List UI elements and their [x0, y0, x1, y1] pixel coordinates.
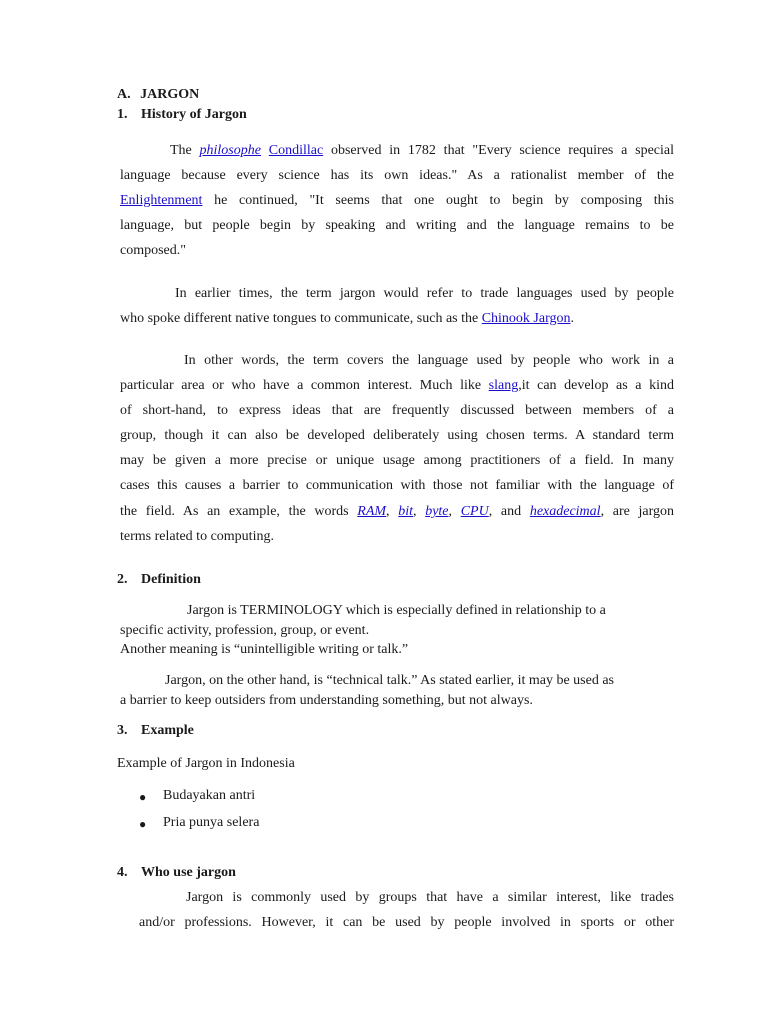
p3-line-2-text: particular area or who have a common interest. Much like	[120, 378, 482, 393]
p3-and: and	[500, 504, 522, 519]
section-3-heading	[117, 723, 194, 739]
p2-period: .	[570, 311, 575, 326]
section-4-heading	[117, 865, 236, 881]
link-hexadecimal[interactable]: hexadecimal	[529, 504, 601, 519]
section-1-heading	[117, 107, 247, 123]
definition-line-5: a barrier to keep outsiders from understanding something, but not always.	[120, 693, 533, 708]
definition-line-2: specific activity, profession, group, or event.	[120, 623, 370, 638]
example-item-1: Budayakan antri	[163, 788, 256, 803]
section-2-number: 2.	[117, 572, 128, 587]
p1-line-1-rest: observed in 1782 that "Every science requires a special	[330, 143, 674, 158]
link-bit[interactable]: bit	[398, 504, 414, 519]
p1-line-5: composed."	[120, 243, 186, 258]
p1-line-2: language because every science has its own ideas." As a rationalist member of the	[120, 168, 674, 183]
definition-line-3: Another meaning is “unintelligible writing or talk.”	[120, 642, 409, 657]
p3-line-4: group, though it can also be developed deliberately using chosen terms. A standard term	[120, 428, 674, 443]
section-3-number: 3.	[117, 723, 128, 738]
section-a-letter: A.	[117, 87, 131, 102]
link-enlightenment[interactable]: Enlightenment	[120, 193, 203, 208]
p1-line-3	[120, 193, 674, 209]
p3-line-8: terms related to computing.	[120, 529, 274, 544]
link-chinook-jargon[interactable]: Chinook Jargon	[481, 311, 571, 326]
p3-line-5: may be given a more precise or unique usage among practitioners of a field. In many	[120, 453, 674, 468]
link-condillac[interactable]: Condillac	[268, 143, 324, 158]
section-2-title: Definition	[141, 572, 201, 587]
p3-line-3: of short-hand, to express ideas that are frequently discussed between members of a	[120, 403, 674, 418]
section-1-title: History of Jargon	[141, 107, 247, 122]
p1-line-4: language, but people begin by speaking and writing and the language remains to be	[120, 218, 674, 233]
p1-the: The	[170, 143, 192, 158]
section-a-heading	[117, 87, 199, 103]
p2-line-2	[120, 311, 574, 327]
p3-line-7: the field. As an example, the words RAM, bit, byte, CPU, and hexadecimal, are jargon	[120, 504, 675, 519]
p3-line-7-end: are jargon	[612, 504, 675, 519]
p1-line-3-rest: he continued, "It seems that one ought to begin by composing this	[214, 193, 674, 208]
link-philosophe[interactable]: philosophe	[199, 143, 261, 158]
section-3-title: Example	[141, 723, 194, 738]
link-byte[interactable]: byte	[425, 504, 449, 519]
section-a-title: JARGON	[140, 87, 200, 102]
who-line-1: Jargon is commonly used by groups that have a similar interest, like trades	[186, 890, 674, 905]
who-line-2: and/or professions. However, it can be used by people involved in sports or other	[139, 915, 674, 930]
section-4-title: Who use jargon	[141, 865, 236, 880]
p3-line-2-rest: ,it can develop as a kind	[518, 378, 674, 393]
p3-line-2	[120, 378, 674, 394]
p1-line-1	[170, 143, 674, 159]
definition-line-1: Jargon is TERMINOLOGY which is especially defined in relationship to a	[187, 603, 606, 618]
link-ram[interactable]: RAM	[357, 504, 387, 519]
p2-line-2-text: who spoke different native tongues to communicate, such as the	[120, 311, 479, 326]
link-slang[interactable]: slang	[488, 378, 519, 393]
example-item-2: Pria punya selera	[163, 815, 260, 830]
section-1-number: 1.	[117, 107, 128, 122]
bullet-icon: ●	[139, 817, 147, 831]
bullet-icon: ●	[139, 790, 147, 804]
p3-line-1: In other words, the term covers the language used by people who work in a	[184, 353, 674, 368]
p3-line-7-text: the field. As an example, the words	[120, 504, 349, 519]
p2-line-1: In earlier times, the term jargon would refer to trade languages used by people	[175, 286, 674, 301]
p3-line-6: cases this causes a barrier to communication with those not familiar with the language of	[120, 478, 674, 493]
definition-line-4: Jargon, on the other hand, is “technical talk.” As stated earlier, it may be used as	[165, 673, 614, 688]
section-4-number: 4.	[117, 865, 128, 880]
example-intro: Example of Jargon in Indonesia	[117, 756, 295, 771]
link-cpu[interactable]: CPU	[460, 504, 489, 519]
section-2-heading	[117, 572, 201, 588]
